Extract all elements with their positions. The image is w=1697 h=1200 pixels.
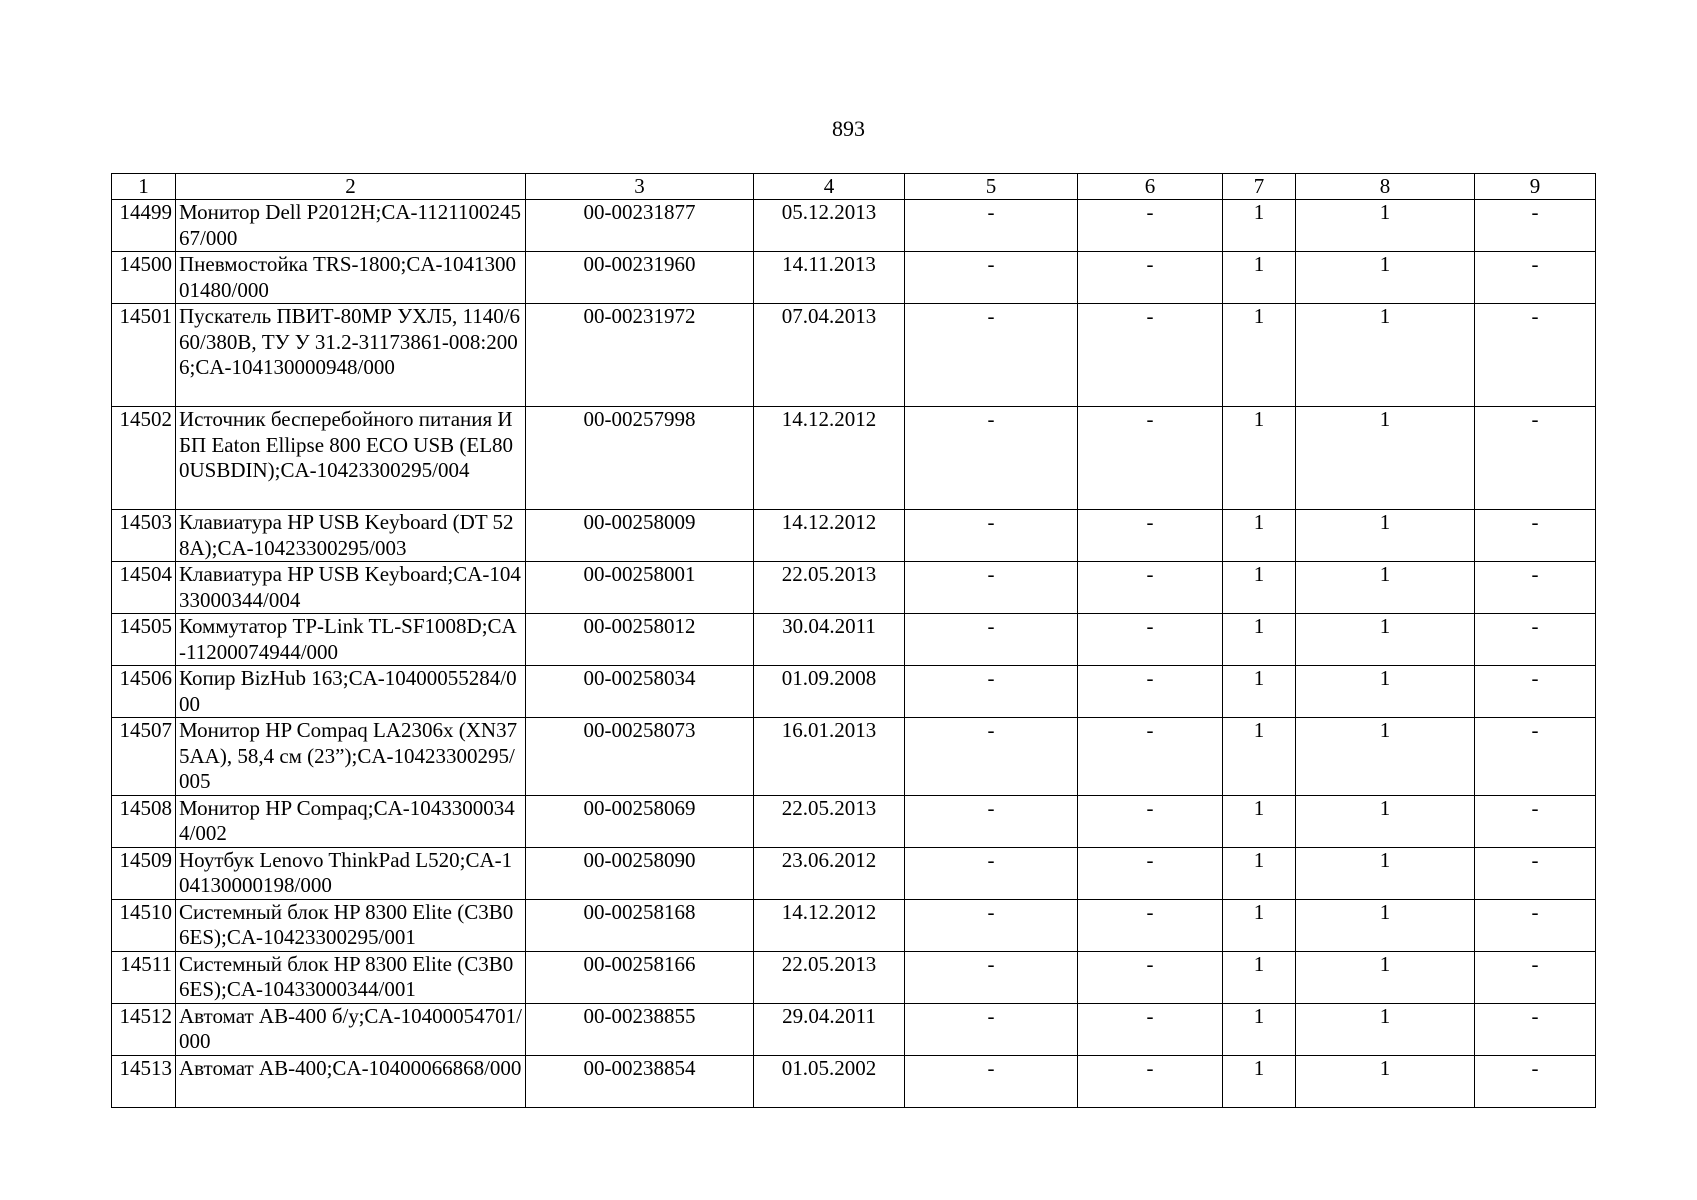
cell-col5: - <box>905 1003 1078 1055</box>
inventory-code: 00-00231972 <box>526 304 754 407</box>
cell-col6: - <box>1078 407 1223 510</box>
date-cell: 01.09.2008 <box>754 666 905 718</box>
table-row <box>112 510 1596 562</box>
inventory-code: 00-00231877 <box>526 200 754 252</box>
cell-col6: - <box>1078 252 1223 304</box>
date-cell: 14.11.2013 <box>754 252 905 304</box>
column-header: 2 <box>176 174 526 200</box>
cell-col8: 1 <box>1296 562 1475 614</box>
item-name: Монитор HP Compaq LA2306x (XN375AA), 58,4 см (23”);CA-10423300295/005 <box>176 718 526 796</box>
table-row <box>112 304 1596 407</box>
cell-col5: - <box>905 252 1078 304</box>
row-number: 14503 <box>112 510 176 562</box>
table-row <box>112 951 1596 1003</box>
cell-col9: - <box>1475 562 1596 614</box>
page-number: 893 <box>832 116 865 141</box>
cell-col8: 1 <box>1296 718 1475 796</box>
cell-col5: - <box>905 899 1078 951</box>
cell-col5: - <box>905 1055 1078 1107</box>
row-number: 14507 <box>112 718 176 796</box>
cell-col5: - <box>905 951 1078 1003</box>
cell-col6: - <box>1078 200 1223 252</box>
cell-col6: - <box>1078 1055 1223 1107</box>
cell-col5: - <box>905 407 1078 510</box>
inventory-code: 00-00257998 <box>526 407 754 510</box>
row-number: 14506 <box>112 666 176 718</box>
cell-col8: 1 <box>1296 1003 1475 1055</box>
date-cell: 22.05.2013 <box>754 951 905 1003</box>
column-header: 7 <box>1223 174 1296 200</box>
cell-col6: - <box>1078 951 1223 1003</box>
cell-col7: 1 <box>1223 1055 1296 1107</box>
cell-col7: 1 <box>1223 562 1296 614</box>
cell-col9: - <box>1475 718 1596 796</box>
column-header: 6 <box>1078 174 1223 200</box>
cell-col7: 1 <box>1223 200 1296 252</box>
cell-col9: - <box>1475 614 1596 666</box>
date-cell: 14.12.2012 <box>754 899 905 951</box>
cell-col7: 1 <box>1223 847 1296 899</box>
inventory-code: 00-00238855 <box>526 1003 754 1055</box>
item-name: Клавиатура HP USB Keyboard (DT 528A);CA-10423300295/003 <box>176 510 526 562</box>
table-row <box>112 252 1596 304</box>
cell-col8: 1 <box>1296 200 1475 252</box>
cell-col9: - <box>1475 1055 1596 1107</box>
row-number: 14504 <box>112 562 176 614</box>
table-row <box>112 847 1596 899</box>
date-cell: 16.01.2013 <box>754 718 905 796</box>
cell-col7: 1 <box>1223 795 1296 847</box>
date-cell: 29.04.2011 <box>754 1003 905 1055</box>
cell-col8: 1 <box>1296 407 1475 510</box>
inventory-table <box>111 173 1596 1108</box>
cell-col7: 1 <box>1223 252 1296 304</box>
cell-col6: - <box>1078 1003 1223 1055</box>
column-header: 3 <box>526 174 754 200</box>
cell-col5: - <box>905 200 1078 252</box>
column-header: 8 <box>1296 174 1475 200</box>
cell-col9: - <box>1475 304 1596 407</box>
cell-col6: - <box>1078 795 1223 847</box>
cell-col5: - <box>905 666 1078 718</box>
cell-col5: - <box>905 614 1078 666</box>
cell-col7: 1 <box>1223 666 1296 718</box>
row-number: 14509 <box>112 847 176 899</box>
date-cell: 23.06.2012 <box>754 847 905 899</box>
cell-col6: - <box>1078 847 1223 899</box>
row-number: 14513 <box>112 1055 176 1107</box>
cell-col7: 1 <box>1223 899 1296 951</box>
row-number: 14512 <box>112 1003 176 1055</box>
cell-col6: - <box>1078 899 1223 951</box>
cell-col5: - <box>905 847 1078 899</box>
item-name: Коммутатор TP-Link TL-SF1008D;CA-11200074944/000 <box>176 614 526 666</box>
column-header: 9 <box>1475 174 1596 200</box>
cell-col5: - <box>905 304 1078 407</box>
inventory-code: 00-00258168 <box>526 899 754 951</box>
cell-col6: - <box>1078 614 1223 666</box>
date-cell: 14.12.2012 <box>754 407 905 510</box>
cell-col9: - <box>1475 899 1596 951</box>
cell-col6: - <box>1078 304 1223 407</box>
cell-col7: 1 <box>1223 1003 1296 1055</box>
inventory-code: 00-00231960 <box>526 252 754 304</box>
row-number: 14511 <box>112 951 176 1003</box>
item-name: Пневмостойка TRS-1800;CA-104130001480/000 <box>176 252 526 304</box>
cell-col6: - <box>1078 510 1223 562</box>
cell-col8: 1 <box>1296 614 1475 666</box>
cell-col7: 1 <box>1223 304 1296 407</box>
cell-col9: - <box>1475 200 1596 252</box>
cell-col6: - <box>1078 718 1223 796</box>
table-row <box>112 200 1596 252</box>
inventory-code: 00-00258166 <box>526 951 754 1003</box>
cell-col9: - <box>1475 951 1596 1003</box>
cell-col7: 1 <box>1223 951 1296 1003</box>
item-name: Автомат АВ-400 б/у;CA-10400054701/000 <box>176 1003 526 1055</box>
table-row <box>112 562 1596 614</box>
cell-col9: - <box>1475 510 1596 562</box>
table-row <box>112 1003 1596 1055</box>
inventory-code: 00-00258009 <box>526 510 754 562</box>
inventory-code: 00-00258090 <box>526 847 754 899</box>
date-cell: 07.04.2013 <box>754 304 905 407</box>
cell-col8: 1 <box>1296 304 1475 407</box>
cell-col9: - <box>1475 1003 1596 1055</box>
cell-col6: - <box>1078 562 1223 614</box>
inventory-code: 00-00258012 <box>526 614 754 666</box>
row-number: 14501 <box>112 304 176 407</box>
table-row <box>112 666 1596 718</box>
item-name: Автомат АВ-400;CA-10400066868/000 <box>176 1055 526 1107</box>
cell-col8: 1 <box>1296 899 1475 951</box>
date-cell: 05.12.2013 <box>754 200 905 252</box>
table-row <box>112 407 1596 510</box>
item-name: Копир BizHub 163;CA-10400055284/000 <box>176 666 526 718</box>
column-header: 5 <box>905 174 1078 200</box>
item-name: Ноутбук Lenovo ThinkPad L520;CA-104130000198/000 <box>176 847 526 899</box>
item-name: Источник бесперебойного питания ИБП Eaton Ellipse 800 ECO USB (EL800USBDIN);CA-10423300295/004 <box>176 407 526 510</box>
cell-col8: 1 <box>1296 1055 1475 1107</box>
cell-col8: 1 <box>1296 795 1475 847</box>
cell-col9: - <box>1475 847 1596 899</box>
cell-col6: - <box>1078 666 1223 718</box>
date-cell: 14.12.2012 <box>754 510 905 562</box>
cell-col8: 1 <box>1296 951 1475 1003</box>
cell-col7: 1 <box>1223 407 1296 510</box>
cell-col9: - <box>1475 666 1596 718</box>
row-number: 14510 <box>112 899 176 951</box>
table-row <box>112 795 1596 847</box>
cell-col7: 1 <box>1223 718 1296 796</box>
date-cell: 22.05.2013 <box>754 562 905 614</box>
cell-col7: 1 <box>1223 510 1296 562</box>
cell-col8: 1 <box>1296 510 1475 562</box>
inventory-code: 00-00258069 <box>526 795 754 847</box>
column-header: 1 <box>112 174 176 200</box>
cell-col5: - <box>905 562 1078 614</box>
table-row <box>112 1055 1596 1107</box>
row-number: 14502 <box>112 407 176 510</box>
item-name: Пускатель ПВИТ-80МР УХЛ5, 1140/660/380В, ТУ У 31.2-31173861-008:2006;CA-104130000948/000 <box>176 304 526 407</box>
table-row <box>112 899 1596 951</box>
cell-col5: - <box>905 795 1078 847</box>
row-number: 14505 <box>112 614 176 666</box>
inventory-code: 00-00258034 <box>526 666 754 718</box>
date-cell: 30.04.2011 <box>754 614 905 666</box>
table-row <box>112 614 1596 666</box>
row-number: 14499 <box>112 200 176 252</box>
item-name: Клавиатура HP USB Keyboard;CA-10433000344/004 <box>176 562 526 614</box>
column-number-row <box>112 174 1596 200</box>
inventory-code: 00-00258073 <box>526 718 754 796</box>
cell-col5: - <box>905 718 1078 796</box>
row-number: 14500 <box>112 252 176 304</box>
item-name: Системный блок HP 8300 Elite (C3B06ES);CA-10423300295/001 <box>176 899 526 951</box>
cell-col9: - <box>1475 795 1596 847</box>
date-cell: 01.05.2002 <box>754 1055 905 1107</box>
cell-col5: - <box>905 510 1078 562</box>
cell-col8: 1 <box>1296 666 1475 718</box>
table-row <box>112 718 1596 796</box>
column-header: 4 <box>754 174 905 200</box>
cell-col7: 1 <box>1223 614 1296 666</box>
cell-col8: 1 <box>1296 847 1475 899</box>
cell-col9: - <box>1475 407 1596 510</box>
item-name: Монитор HP Compaq;CA-10433000344/002 <box>176 795 526 847</box>
row-number: 14508 <box>112 795 176 847</box>
inventory-code: 00-00238854 <box>526 1055 754 1107</box>
item-name: Системный блок HP 8300 Elite (C3B06ES);CA-10433000344/001 <box>176 951 526 1003</box>
date-cell: 22.05.2013 <box>754 795 905 847</box>
cell-col8: 1 <box>1296 252 1475 304</box>
item-name: Монитор Dell P2012H;CA-112110024567/000 <box>176 200 526 252</box>
cell-col9: - <box>1475 252 1596 304</box>
inventory-code: 00-00258001 <box>526 562 754 614</box>
